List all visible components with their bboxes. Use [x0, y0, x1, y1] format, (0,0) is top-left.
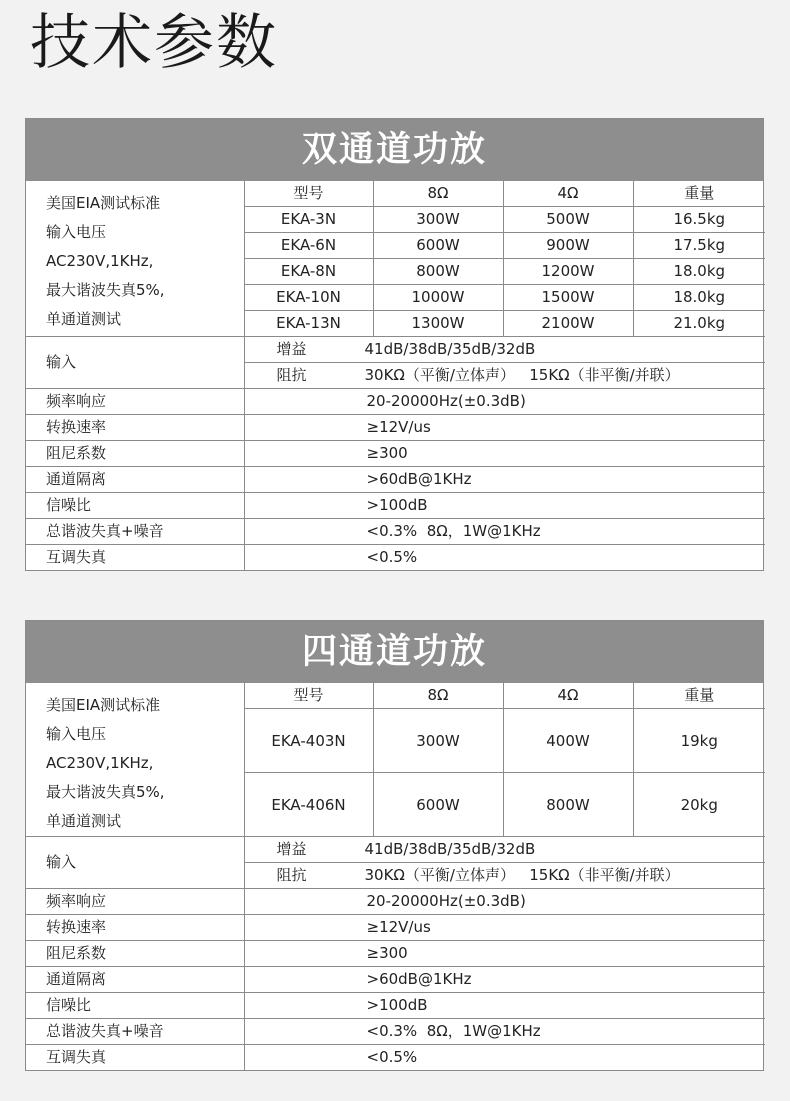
- column-header: 型号: [244, 181, 373, 207]
- gain-row: [244, 337, 765, 363]
- spec-value: >100dB: [244, 993, 765, 1019]
- column-header: 4Ω: [503, 683, 633, 709]
- quad-channel-spec-table: [25, 620, 764, 1071]
- column-header: 8Ω: [373, 181, 503, 207]
- model-name: EKA-10N: [244, 285, 373, 311]
- gain-value: 41dB/38dB/35dB/32dB: [364, 340, 536, 358]
- input-label: 输入: [26, 337, 244, 389]
- spec-label: 阻尼系数: [26, 941, 244, 967]
- power-4ohm: 900W: [503, 233, 633, 259]
- weight: 18.0kg: [633, 259, 765, 285]
- column-header: 4Ω: [503, 181, 633, 207]
- spec-label: 通道隔离: [26, 467, 244, 493]
- power-8ohm: 1000W: [373, 285, 503, 311]
- spec-label: 通道隔离: [26, 967, 244, 993]
- weight: 19kg: [633, 709, 765, 773]
- spec-value: >100dB: [244, 493, 765, 519]
- power-8ohm: 300W: [373, 207, 503, 233]
- spec-value: ≥300: [244, 441, 765, 467]
- spec-value: >60dB@1KHz: [244, 967, 765, 993]
- spec-value: ≥12V/us: [244, 915, 765, 941]
- spec-label: 总谐波失真+噪音: [26, 1019, 244, 1045]
- impedance-value: 30KΩ（平衡/立体声） 15KΩ（非平衡/并联）: [364, 866, 680, 884]
- power-4ohm: 1200W: [503, 259, 633, 285]
- impedance-label: 阻抗: [276, 366, 307, 384]
- spec-label: 阻尼系数: [26, 441, 244, 467]
- spec-value: <0.5%: [244, 1045, 765, 1071]
- power-4ohm: 800W: [503, 773, 633, 837]
- spec-value: <0.3% 8Ω，1W@1KHz: [244, 519, 765, 545]
- spec-label: 频率响应: [26, 389, 244, 415]
- power-4ohm: 1500W: [503, 285, 633, 311]
- spec-label: 转换速率: [26, 915, 244, 941]
- impedance-label: 阻抗: [276, 866, 307, 884]
- model-name: EKA-8N: [244, 259, 373, 285]
- weight: 16.5kg: [633, 207, 765, 233]
- weight: 18.0kg: [633, 285, 765, 311]
- power-4ohm: 400W: [503, 709, 633, 773]
- column-header: 型号: [244, 683, 373, 709]
- spec-grid: [26, 683, 765, 1070]
- page-title: 技术参数: [30, 8, 278, 78]
- power-8ohm: 1300W: [373, 311, 503, 337]
- spec-value: ≥300: [244, 941, 765, 967]
- power-8ohm: 300W: [373, 709, 503, 773]
- gain-value: 41dB/38dB/35dB/32dB: [364, 840, 536, 858]
- power-8ohm: 600W: [373, 233, 503, 259]
- model-name: EKA-3N: [244, 207, 373, 233]
- spec-label: 互调失真: [26, 545, 244, 571]
- model-name: EKA-406N: [244, 773, 373, 837]
- spec-grid: [26, 181, 765, 570]
- column-header: 8Ω: [373, 683, 503, 709]
- dual-channel-spec-table: [25, 118, 764, 571]
- power-4ohm: 500W: [503, 207, 633, 233]
- model-name: EKA-6N: [244, 233, 373, 259]
- column-header: 重量: [633, 683, 765, 709]
- input-label: 输入: [26, 837, 244, 889]
- test-conditions: 美国EIA测试标准 输入电压 AC230V,1KHz, 最大谐波失真5%, 单通道测试: [26, 181, 244, 337]
- model-name: EKA-403N: [244, 709, 373, 773]
- gain-label: 增益: [276, 840, 307, 858]
- weight: 21.0kg: [633, 311, 765, 337]
- column-header: 重量: [633, 181, 765, 207]
- power-8ohm: 600W: [373, 773, 503, 837]
- spec-label: 频率响应: [26, 889, 244, 915]
- spec-value: ≥12V/us: [244, 415, 765, 441]
- spec-label: 转换速率: [26, 415, 244, 441]
- power-8ohm: 800W: [373, 259, 503, 285]
- spec-label: 互调失真: [26, 1045, 244, 1071]
- spec-label: 信噪比: [26, 993, 244, 1019]
- table-header: 四通道功放: [26, 621, 763, 683]
- impedance-row: [244, 363, 765, 389]
- gain-label: 增益: [276, 340, 307, 358]
- table-header: 双通道功放: [26, 119, 763, 181]
- spec-label: 总谐波失真+噪音: [26, 519, 244, 545]
- weight: 17.5kg: [633, 233, 765, 259]
- spec-value: >60dB@1KHz: [244, 467, 765, 493]
- spec-value: <0.3% 8Ω，1W@1KHz: [244, 1019, 765, 1045]
- impedance-value: 30KΩ（平衡/立体声） 15KΩ（非平衡/并联）: [364, 366, 680, 384]
- power-4ohm: 2100W: [503, 311, 633, 337]
- spec-value: 20-20000Hz(±0.3dB): [244, 889, 765, 915]
- weight: 20kg: [633, 773, 765, 837]
- model-name: EKA-13N: [244, 311, 373, 337]
- gain-row: [244, 837, 765, 863]
- impedance-row: [244, 863, 765, 889]
- spec-label: 信噪比: [26, 493, 244, 519]
- spec-value: 20-20000Hz(±0.3dB): [244, 389, 765, 415]
- test-conditions: 美国EIA测试标准 输入电压 AC230V,1KHz, 最大谐波失真5%, 单通道测试: [26, 683, 244, 837]
- spec-value: <0.5%: [244, 545, 765, 571]
